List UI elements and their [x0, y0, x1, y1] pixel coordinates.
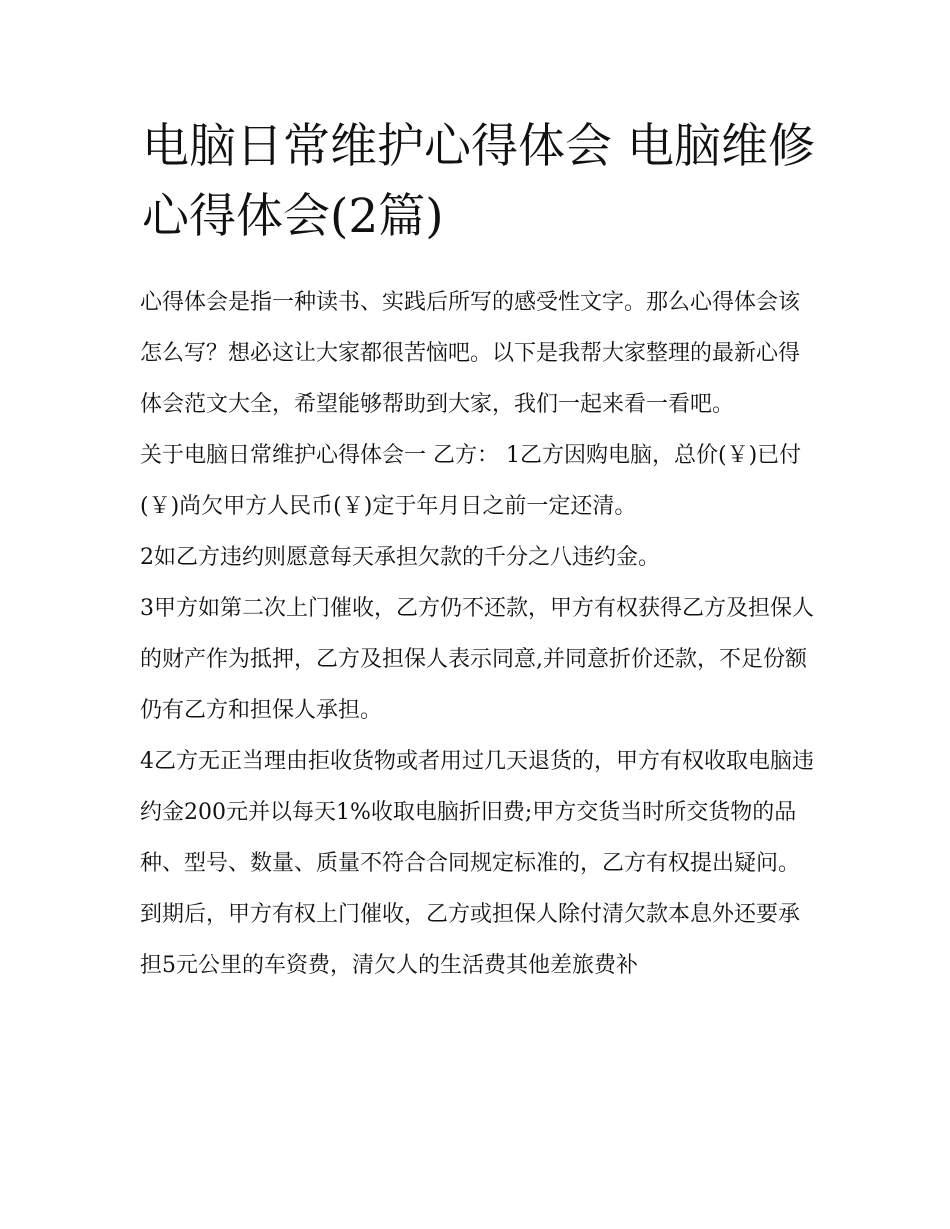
document-body [140, 277, 820, 991]
paragraph-intro: 心得体会是指一种读书、实践后所写的感受性文字。那么心得体会该怎么写？想必这让大家都很苦恼吧。以下是我帮大家整理的最新心得体会范文大全，希望能够帮助到大家，我们一起来看一看吧。 [140, 290, 801, 417]
paragraph-clause-5: 到期后，甲方有权上门催收，乙方或担保人除付清欠款本息外还要承担5元公里的车资费，清欠人的生活费其他差旅费补 [140, 902, 801, 978]
paragraph-clause-4: 4乙方无正当理由拒收货物或者用过几天退货的，甲方有权收取电脑违约金200元并以每天1%收取电脑折旧费;甲方交货当时所交货物的品种、型号、数量、质量不符合合同规定标准的，乙方有权提出疑问。 [140, 749, 814, 876]
paragraph-clause-2: 2如乙方违约则愿意每天承担欠款的千分之八违约金。 [140, 545, 660, 570]
paragraph-clause-1: 关于电脑日常维护心得体会一 乙方： 1乙方因购电脑，总价(￥)已付(￥)尚欠甲方人民币(￥)定于年月日之前一定还清。 [140, 443, 802, 519]
document-title: 电脑日常维护心得体会 电脑维修心得体会(2篇) [142, 119, 815, 244]
paragraph-clause-3: 3甲方如第二次上门催收，乙方仍不还款，甲方有权获得乙方及担保人的财产作为抵押，乙方及担保人表示同意,并同意折价还款，不足份额仍有乙方和担保人承担。 [140, 596, 814, 723]
